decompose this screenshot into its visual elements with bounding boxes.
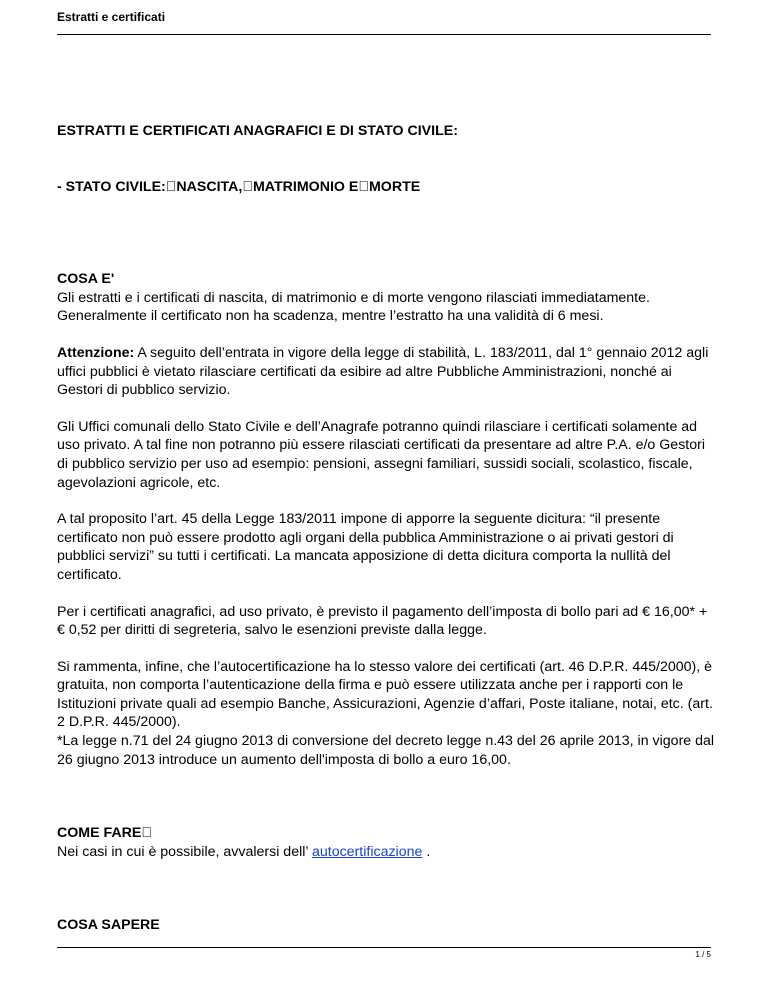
attention-text: A seguito dell’entrata in vigore della legge di stabilità, L. 183/2011, dal 1° gennaio 2012 agli uffici pubblici è vietato rilasciare certificati da esibire ad altre Pubbliche Amministrazioni, nonché ai Gestori di pubblico servizio. — [57, 344, 709, 399]
footer-divider — [57, 947, 711, 948]
section-heading-come-fare: COME FARE  — [57, 825, 152, 842]
paragraph-uffici: Gli Uffici comunali dello Stato Civile e dell’Anagrafe potranno quindi rilasciare i certificati solamente ad uso privato. A tal fine non potranno più essere rilasciati certificati da presentare ad altre P.A. e/o Gestori di pubblico servizio per uso ad esempio: pensioni, assegni familiari, sussidi sociali, scolastico, fiscale, agevolazioni agricole, etc. — [57, 418, 705, 491]
paragraph-attention — [57, 344, 717, 400]
paragraph-autocertificazione: Si rammenta, infine, che l’autocertificazione ha lo stesso valore dei certificati (art. 46 D.P.R. 445/2000), è gratuita, non comporta l’autenticazione della firma e può essere utilizzata anche per i rapporti con le Istituzioni private quali ad esempio Banche, Assicurazioni, Agenzie d’affari, Poste italiane, notai, etc. (art. 2 D.P.R. 445/2000). — [57, 658, 713, 731]
paragraph-intro: Gli estratti e i certificati di nascita, di matrimonio e di morte vengono rilasciati immediatamente. Generalmente il certificato non ha scadenza, mentre l’estratto ha una validità di 6 mesi. — [57, 289, 650, 325]
section-come-fare — [57, 824, 717, 861]
document-title: ESTRATTI E CERTIFICATI ANAGRAFICI E DI STATO CIVILE: — [57, 123, 458, 139]
paragraph-art45: A tal proposito l’art. 45 della Legge 183/2011 impone di apporre la seguente dicitura: “il presente certificato non può essere prodotto agli organi della pubblica Amministrazione o ai privati gestori di pubblici servizi” su tutti i certificati. La mancata apposizione di detta dicitura comporta la nullità del certificato. — [57, 511, 674, 583]
page-number: 1 / 5 — [695, 950, 711, 959]
section-cosa-sapere — [57, 916, 717, 935]
attention-label: Attenzione: — [57, 344, 135, 361]
come-fare-text: Nei casi in cui è possibile, avvalersi dell’ — [57, 843, 312, 860]
paragraph-come-fare — [57, 843, 717, 862]
come-fare-text-end: . — [422, 843, 431, 860]
paragraph-bollo: Per i certificati anagrafici, ad uso privato, è previsto il pagamento dell’imposta di bollo pari ad € 16,00* + € 0,52 per diritti di segreteria, salvo le esenzioni previste dalla legge. — [57, 603, 708, 639]
header-divider — [57, 34, 711, 35]
document-body — [57, 122, 717, 935]
autocertificazione-link[interactable]: autocertificazione — [311, 843, 423, 860]
section-heading-cosa-sapere: COSA SAPERE — [57, 917, 160, 934]
paragraph-legge-71: *La legge n.71 del 24 giugno 2013 di conversione del decreto legge n.43 del 26 aprile 2013, in vigore dal 26 giugno 2013 introduce un aumento dell'imposta di bollo a euro 16,00. — [57, 733, 715, 768]
document-subtitle: - STATO CIVILE: NASCITA, MATRIMONIO E MORTE — [57, 178, 421, 195]
page-header-title: Estratti e certificati — [57, 10, 166, 24]
section-cosa-e — [57, 270, 717, 769]
section-heading-cosa-e: COSA E' — [57, 271, 115, 288]
